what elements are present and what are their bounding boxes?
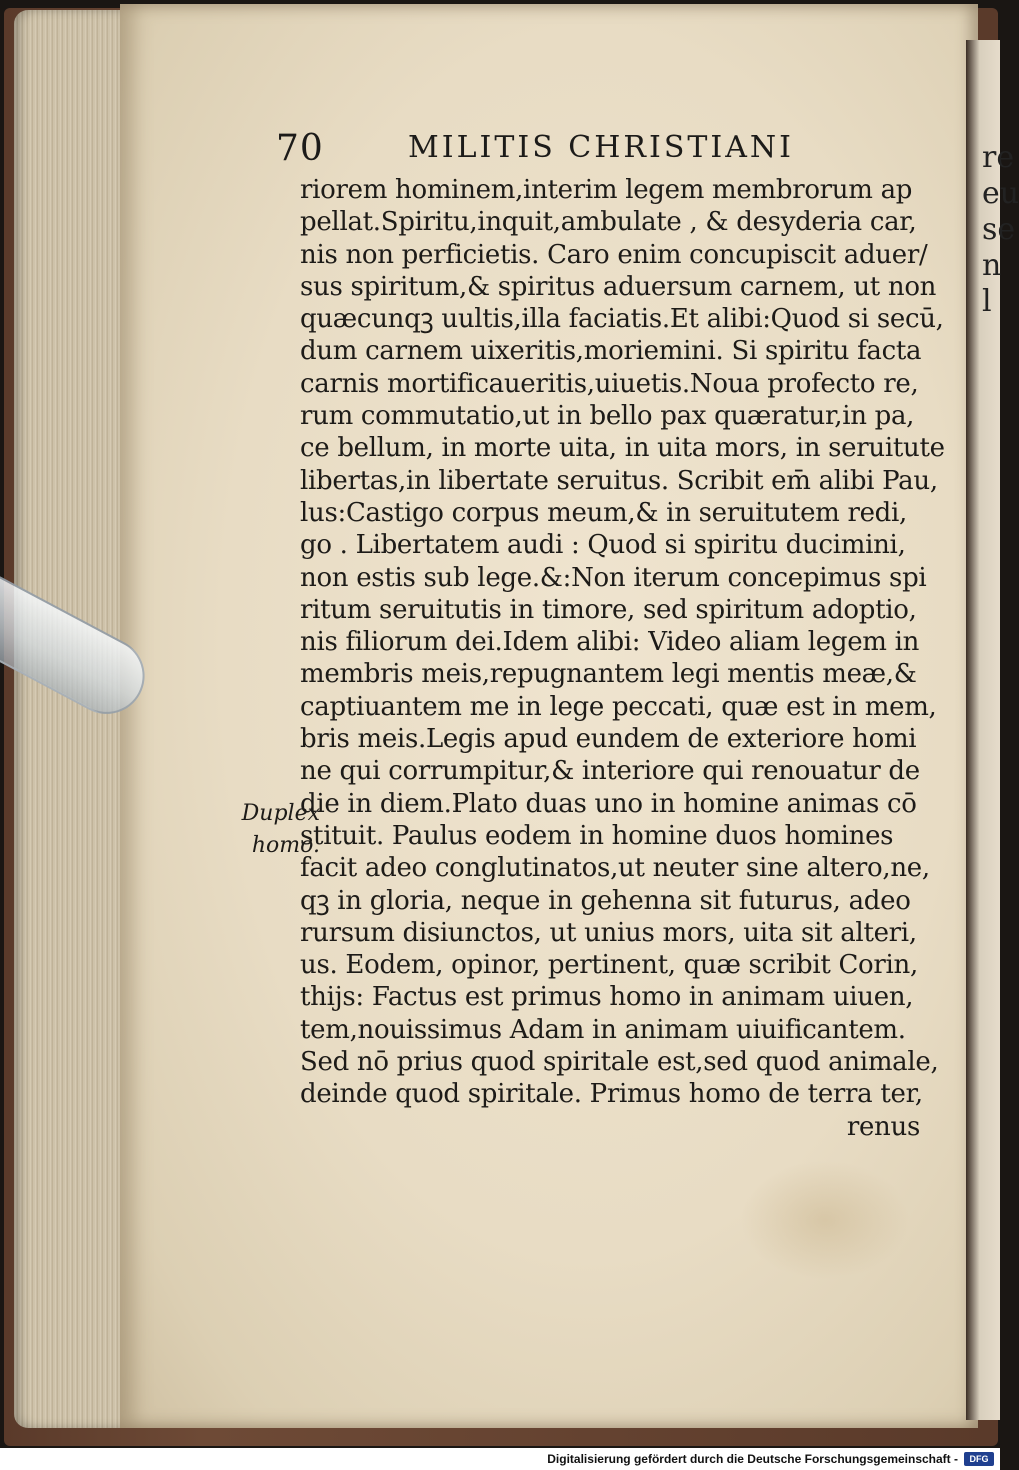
text-line: pellat.Spiritu,inquit,ambulate , & desyderia car, xyxy=(300,207,917,238)
marginal-note-line: Duplex xyxy=(241,801,320,826)
text-line: tem,nouissimus Adam in animam uiuificantem. xyxy=(300,1014,906,1045)
running-title: MILITIS CHRISTIANI xyxy=(408,130,795,165)
text-line: deinde quod spiritale. Primus homo de terra ter, xyxy=(300,1079,923,1110)
text-line: carnis mortificaueritis,uiuetis.Noua profecto re, xyxy=(300,368,919,399)
text-line: stituit. Paulus eodem in homine duos homines xyxy=(300,820,894,851)
text-line: membris meis,repugnantem legi mentis meæ,& xyxy=(300,659,917,690)
text-line: riorem hominem,interim legem membrorum ap xyxy=(300,175,913,205)
text-line: us. Eodem, opinor, pertinent, quæ scribit Corin, xyxy=(300,950,918,981)
text-line: ritum seruitutis in timore, sed spiritum adoptio, xyxy=(300,594,917,625)
text-line: die in diem.Plato duas uno in homine animas cō xyxy=(300,788,917,819)
dfg-logo-icon: DFG xyxy=(964,1452,994,1466)
text-line: ce bellum, in morte uita, in uita mors, in seruitute xyxy=(300,433,945,464)
text-line: captiuantem me in lege peccati, quæ est in mem, xyxy=(300,691,937,722)
text-line: quæcunqꝫ uultis,illa faciatis.Et alibi:Quod si secū, xyxy=(300,304,944,335)
text-line: lus:Castigo corpus meum,& in seruitutem redi, xyxy=(300,497,908,528)
text-line: Sed nō prius quod spiritale est,sed quod animale, xyxy=(300,1047,939,1078)
facing-page-fragments: re eu se n l xyxy=(982,140,1019,319)
text-line: nis non perficietis. Caro enim concupiscit aduer/ xyxy=(300,239,928,270)
text-line: rursum disiunctos, ut unius mors, uita sit alteri, xyxy=(300,917,917,948)
text-line: libertas,in libertate seruitus. Scribit em̄ alibi Pau, xyxy=(300,465,938,496)
text-line: go . Libertatem audi : Quod si spiritu ducimini, xyxy=(300,530,906,561)
running-head xyxy=(276,128,816,178)
catchword: renus xyxy=(846,1111,920,1142)
text-line: non estis sub lege.&:Non iterum concepimus spi xyxy=(300,562,927,593)
text-line: qꝫ in gloria, neque in gehenna sit futurus, adeo xyxy=(300,885,911,916)
footer-bar xyxy=(0,1448,1000,1470)
text-line: ne qui corrumpitur,& interiore qui renouatur de xyxy=(300,756,920,787)
page-stain xyxy=(740,1160,910,1280)
page-number: 70 xyxy=(276,128,324,169)
text-line: sus spiritum,& spiritus aduersum carnem, ut non xyxy=(300,271,937,302)
text-line: dum carnem uixeritis,moriemini. Si spiritu facta xyxy=(300,336,922,367)
text-line: bris meis.Legis apud eundem de exteriore homi xyxy=(300,724,917,755)
marginal-note-line: homo. xyxy=(251,833,320,858)
text-line: rum commutatio,ut in bello pax quæratur,in pa, xyxy=(300,401,915,432)
text-line: thijs: Factus est primus homo in animam uiuen, xyxy=(300,982,914,1013)
body-text xyxy=(300,174,945,1143)
text-line: nis filiorum dei.Idem alibi: Video aliam legem in xyxy=(300,627,920,658)
text-line: facit adeo conglutinatos,ut neuter sine altero,ne, xyxy=(300,853,930,884)
funding-credit: Digitalisierung gefördert durch die Deutsche Forschungsgemeinschaft - xyxy=(547,1452,958,1466)
